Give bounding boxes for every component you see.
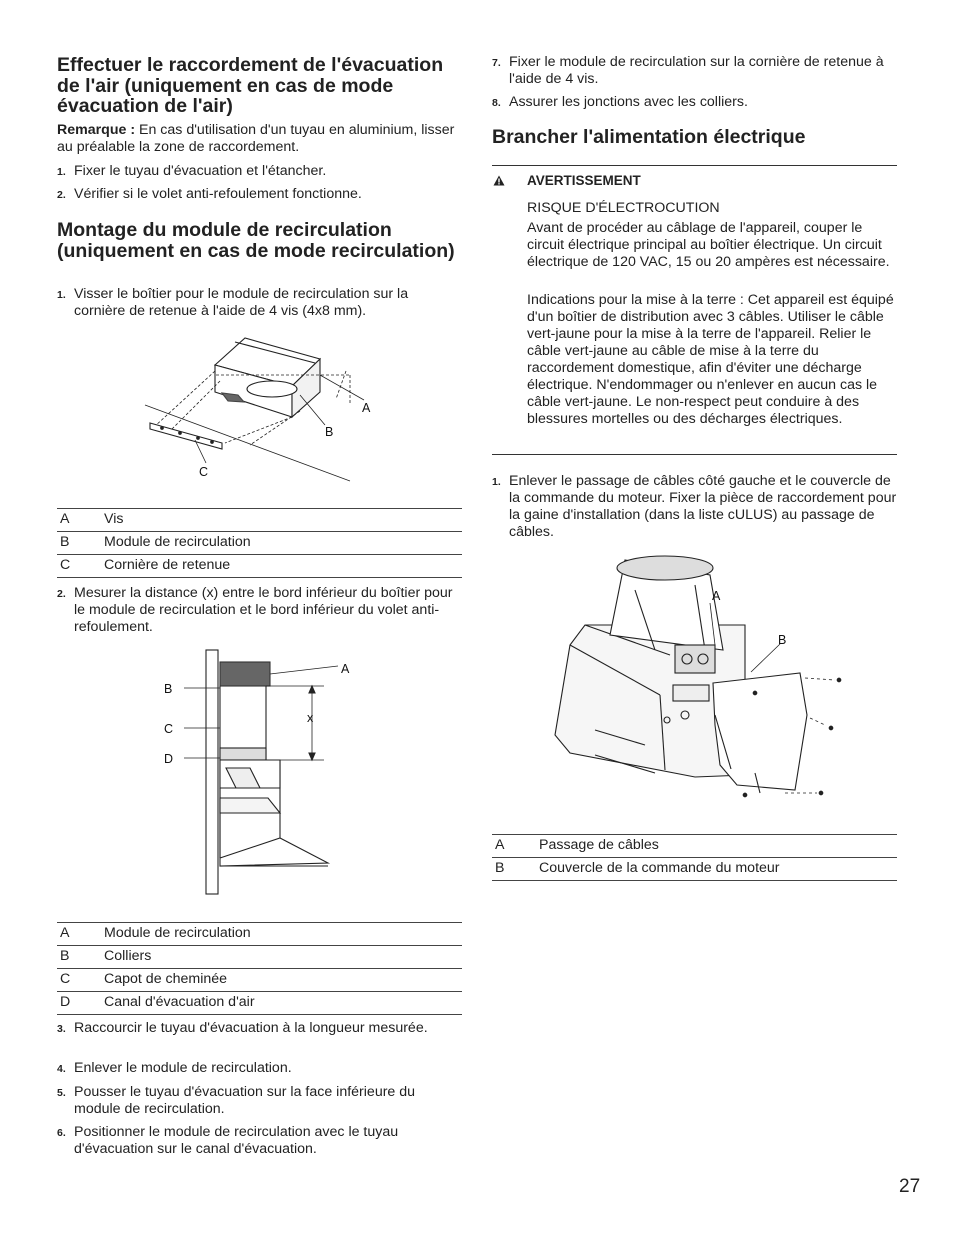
motor-control-figure [555, 555, 855, 810]
note-paragraph [57, 122, 462, 156]
note-label: Remarque : [57, 122, 136, 138]
note-text: En cas d'utilisation d'un tuyau en aluminium, lisser au préalable la zone de raccordement. [57, 122, 455, 155]
list-item: 4. Enlever le module de recirculation. [57, 1060, 292, 1076]
table-row: C Cornière de retenue [57, 555, 462, 578]
warning-subtitle: RISQUE D'ÉLECTROCUTION [527, 200, 720, 216]
list-item: 1. Fixer le tuyau d'évacuation et l'étancher. [57, 163, 327, 179]
list-item: 8. Assurer les jonctions avec les colliers. [492, 94, 748, 110]
figure-label-d: D [164, 752, 174, 766]
legend-table-2 [57, 922, 462, 1015]
table-row: A Passage de câbles [492, 835, 897, 858]
warning-paragraph: Avant de procéder au câblage de l'appareil, couper le circuit électrique principal au boîtier électrique. Un circuit électrique de 120 VAC, 15 ou 20 ampères est nécessaire. [527, 220, 890, 270]
recirculation-box-figure [140, 335, 460, 485]
warning-title: AVERTISSEMENT [527, 173, 641, 188]
figure-label-c: C [164, 722, 174, 736]
page-number: 27 [899, 1176, 921, 1197]
list-item: 1. Visser le boîtier pour le module de recirculation sur la cornière de retenue à l'aide de 4 vis (4x8 mm). [57, 286, 409, 319]
list-item: 2. Mesurer la distance (x) entre le bord inférieur du boîtier pour le module de recirculation et le bord inférieur du volet anti-refoulement. [57, 585, 453, 635]
list-item: 3. Raccourcir le tuyau d'évacuation à la longueur mesurée. [57, 1020, 428, 1036]
warning-paragraph: Indications pour la mise à la terre : Cet appareil est équipé d'un boîtier de distribution avec 3 câbles. Utiliser le câble vert-jaune pour la mise à la terre de l'appareil. Relier le câble vert-jaune au câble de mise à la terre du raccordement domestique, afin d'éviter une décharge électrique. N'endommager ou n'enlever en aucun cas le câble vert-jaune. Le non-respect peut conduire à des blessures mortelles ou des décharges électriques. [527, 292, 894, 427]
list-item: 7. Fixer le module de recirculation sur la cornière de retenue à l'aide de 4 vis. [492, 54, 884, 87]
list-item: 2. Vérifier si le volet anti-refoulement fonctionne. [57, 186, 362, 202]
table-row: C Capot de cheminée [57, 969, 462, 992]
table-row: A Vis [57, 509, 462, 532]
figure-label-b: B [778, 633, 787, 647]
table-row: A Module de recirculation [57, 923, 462, 946]
figure-label-a: A [341, 662, 350, 676]
warning-triangle-icon [493, 175, 505, 186]
chimney-measurement-figure [170, 648, 360, 898]
figure-label-b: B [164, 682, 173, 696]
figure-label-a: A [712, 589, 721, 603]
table-row: B Couvercle de la commande du moteur [492, 858, 897, 881]
legend-table-1 [57, 508, 462, 578]
figure-label-c: C [199, 465, 209, 479]
list-item: 6. Positionner le module de recirculation avec le tuyau d'évacuation sur le canal d'évacuation. [57, 1124, 399, 1157]
figure-label-a: A [362, 401, 371, 415]
list-item: 5. Pousser le tuyau d'évacuation sur la face inférieure du module de recirculation. [57, 1084, 416, 1117]
table-row: D Canal d'évacuation d'air [57, 992, 462, 1015]
warning-box [492, 165, 897, 455]
section-title-exhaust: Effectuer le raccordement de l'évacuation de l'air (uniquement en cas de mode évacuation de l'air) [57, 54, 444, 117]
list-item: 1. Enlever le passage de câbles côté gauche et le couvercle de la commande du moteur. Fixer la pièce de raccordement pour la gaine d'installation (dans la liste cULUS) au passage de câbles. [492, 473, 897, 540]
figure-label-x: x [307, 711, 314, 725]
table-row: B Module de recirculation [57, 532, 462, 555]
table-row: B Colliers [57, 946, 462, 969]
section-title-recirculation: Montage du module de recirculation (uniquement en cas de mode recirculation) [57, 219, 455, 262]
figure-label-b: B [325, 425, 334, 439]
section-title-electrical: Brancher l'alimentation électrique [492, 126, 806, 148]
legend-table-3 [492, 834, 897, 881]
